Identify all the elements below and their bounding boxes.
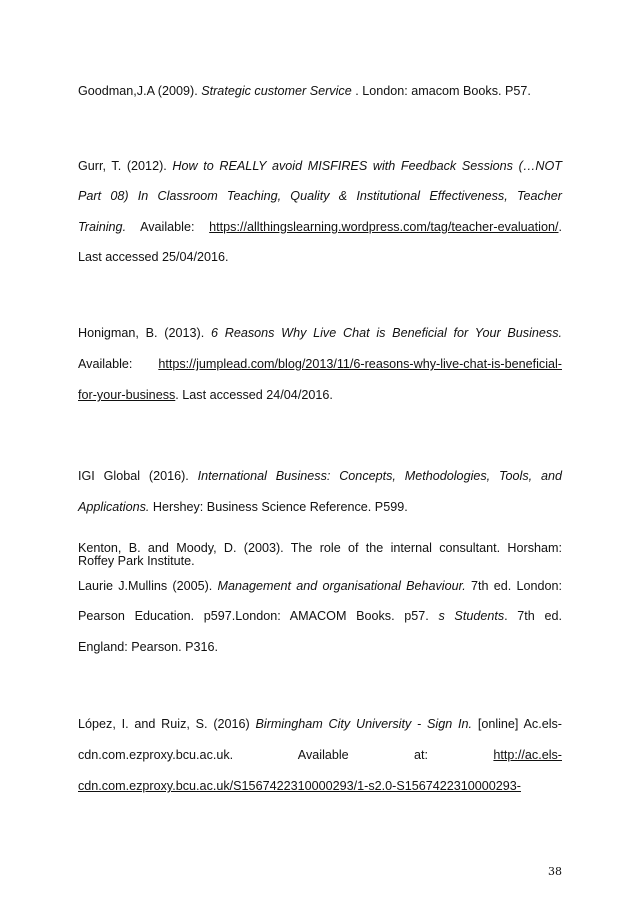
ref-text: cdn.com.ezproxy.bcu.ac.uk. Available at: bbox=[78, 748, 494, 762]
reference-igi-line-2 bbox=[78, 500, 562, 514]
reference-link[interactable]: cdn.com.ezproxy.bcu.ac.uk/S1567422310000293/1-s2.0-S1567422310000293- bbox=[78, 779, 521, 793]
reference-gurr-line-2 bbox=[78, 189, 562, 203]
ref-text: . London: amacom Books. P57. bbox=[351, 84, 531, 98]
reference-honigman-line-1 bbox=[78, 326, 562, 340]
reference-gurr-line-1 bbox=[78, 159, 562, 173]
reference-gurr-line-4 bbox=[78, 250, 562, 264]
ref-text: Available: bbox=[78, 357, 159, 371]
reference-kenton-line-2 bbox=[78, 554, 562, 568]
reference-igi-line-1 bbox=[78, 469, 562, 483]
ref-text: López, I. and Ruiz, S. (2016) bbox=[78, 717, 256, 731]
reference-link[interactable]: https://jumplead.com/blog/2013/11/6-reasons-why-live-chat-is-beneficial- bbox=[158, 357, 562, 371]
reference-kenton-line-1 bbox=[78, 541, 562, 555]
ref-title: Part 08) In Classroom Teaching, Quality & Institutional Effectiveness, Teacher bbox=[78, 189, 562, 203]
reference-lopez-line-3 bbox=[78, 779, 562, 793]
reference-link[interactable]: https://allthingslearning.wordpress.com/tag/teacher-evaluation/ bbox=[209, 220, 559, 234]
reference-lopez-line-1 bbox=[78, 717, 562, 731]
ref-text: . Last accessed 24/04/2016. bbox=[175, 388, 333, 402]
reference-link[interactable]: for-your-business bbox=[78, 388, 176, 402]
ref-text: IGI Global (2016). bbox=[78, 469, 198, 483]
ref-text: . bbox=[558, 220, 562, 234]
ref-text: Kenton, B. and Moody, D. (2003). The role of the internal consultant. Horsham: bbox=[78, 541, 562, 555]
reference-goodman bbox=[78, 84, 562, 98]
ref-text: Roffey Park Institute. bbox=[78, 554, 195, 568]
ref-title: International Business: Concepts, Methodologies, Tools, and bbox=[197, 469, 562, 483]
reference-honigman-line-2 bbox=[78, 357, 562, 371]
ref-title: 6 Reasons Why Live Chat is Beneficial for Your Business. bbox=[210, 326, 562, 340]
reference-lopez-line-2 bbox=[78, 748, 562, 762]
reference-mullins-line-2 bbox=[78, 609, 562, 623]
ref-title: Management and organisational Behaviour. bbox=[217, 579, 466, 593]
reference-mullins-line-1 bbox=[78, 579, 562, 593]
ref-text: Hershey: Business Science Reference. P599. bbox=[149, 500, 408, 514]
ref-title: Applications. bbox=[78, 500, 150, 514]
ref-title: Birmingham City University - Sign In. bbox=[255, 717, 473, 731]
page-number: 38 bbox=[548, 865, 562, 878]
ref-text: Goodman,J.A (2009). bbox=[78, 84, 202, 98]
reference-mullins-line-3 bbox=[78, 640, 562, 654]
ref-title: Strategic customer Service bbox=[201, 84, 352, 98]
ref-text: . 7th ed. bbox=[504, 609, 562, 623]
ref-text: Honigman, B. (2013). bbox=[78, 326, 211, 340]
ref-text: Last accessed 25/04/2016. bbox=[78, 250, 229, 264]
reference-honigman-line-3 bbox=[78, 388, 562, 402]
ref-title: Training. bbox=[78, 220, 127, 234]
ref-text: Available: bbox=[126, 220, 210, 234]
ref-text: England: Pearson. P316. bbox=[78, 640, 219, 654]
ref-text: [online] Ac.els- bbox=[472, 717, 563, 731]
ref-text: 7th ed. London: bbox=[465, 579, 562, 593]
ref-text: Gurr, T. (2012). bbox=[78, 159, 173, 173]
ref-title: s Students bbox=[438, 609, 505, 623]
ref-text: Pearson Education. p597.London: AMACOM Books. p57. bbox=[78, 609, 439, 623]
reference-gurr-line-3 bbox=[78, 220, 562, 234]
ref-text: Laurie J.Mullins (2005). bbox=[78, 579, 218, 593]
ref-title: How to REALLY avoid MISFIRES with Feedback Sessions (…NOT bbox=[172, 159, 562, 173]
reference-link[interactable]: http://ac.els- bbox=[493, 748, 562, 762]
